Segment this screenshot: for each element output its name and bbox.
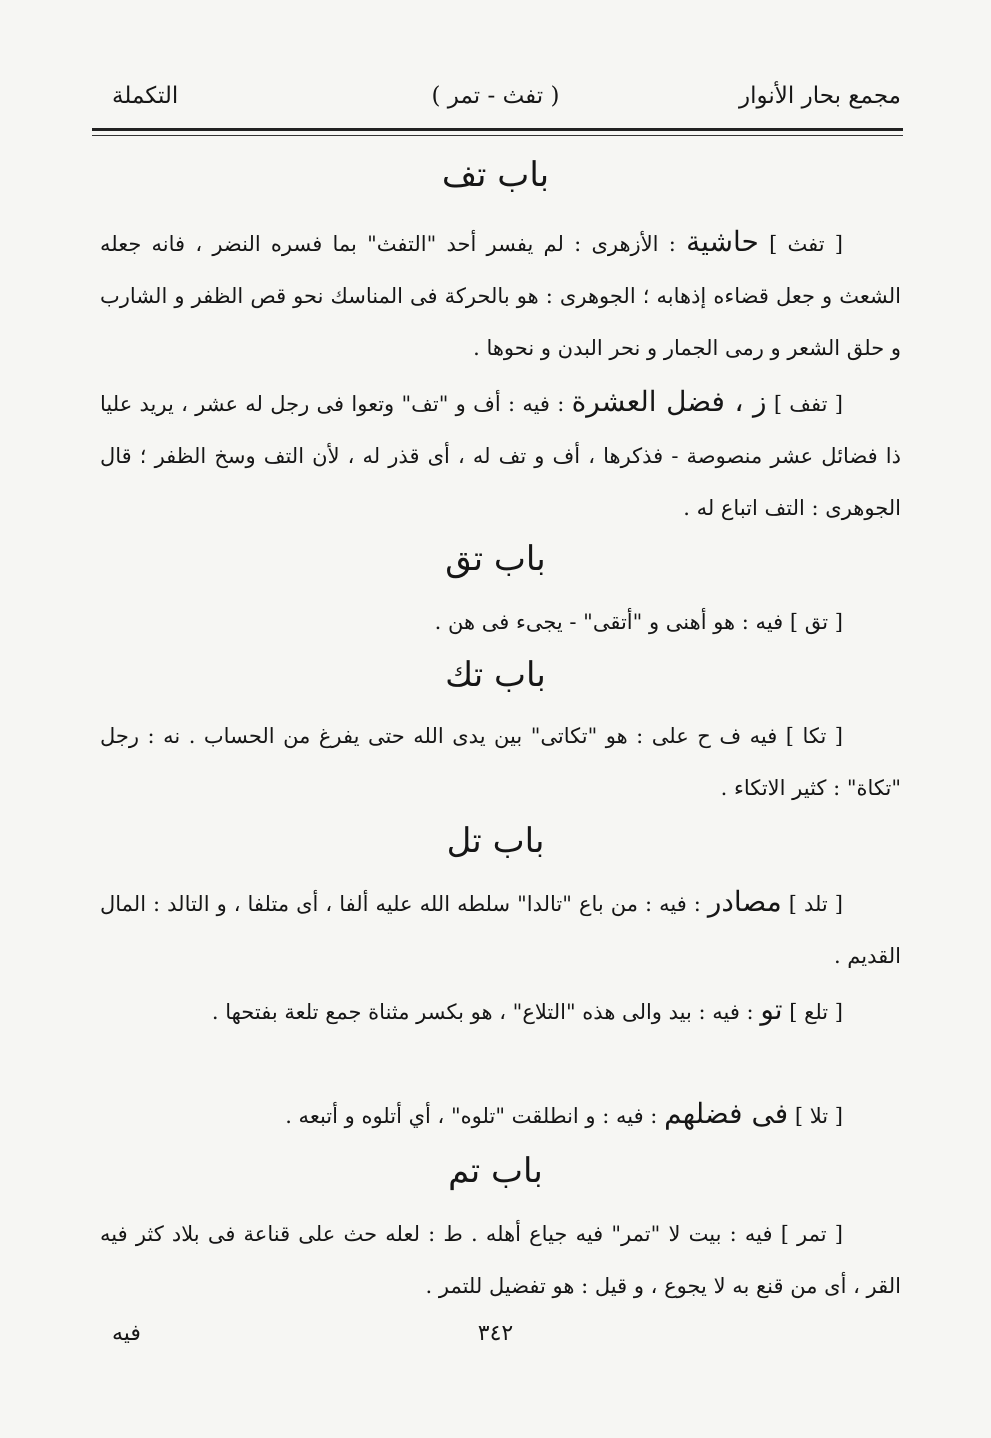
- entry-source: مصادر: [707, 885, 782, 918]
- entry-text: : فيه : بيد والى هذه "التلاع" ، هو بكسر مثناة جمع تلعة بفتحها .: [211, 1000, 754, 1024]
- entry-text: : فيه : و انطلقت "تلوه" ، أي أتلوه و أتبعه .: [285, 1104, 658, 1128]
- chapter-heading: باب تل: [446, 821, 545, 861]
- entry-headword: [ تلا ]: [794, 1104, 843, 1128]
- running-header-section: التكملة: [112, 83, 179, 109]
- header-rule-thin: [92, 135, 903, 136]
- dictionary-entry: [100, 1208, 901, 1312]
- dictionary-entry: [100, 216, 901, 374]
- header-rule-thick: [92, 128, 903, 131]
- page-number: ٣٤٢: [477, 1321, 514, 1346]
- entry-text: فيه : هو أهنى و "أتقى" - يجىء فى هن .: [434, 610, 784, 634]
- entry-headword: [ تمر ]: [780, 1222, 844, 1246]
- dictionary-entry: [100, 376, 901, 534]
- entry-source: ز ، فضل العشرة: [571, 385, 767, 418]
- entry-text: : الأزهرى : لم يفسر أحد "التفث" بما فسره النضر ، فانه جعله الشعث و جعل قضاءه إذهابه ؛ الجوهرى : هو بالحركة فى المناسك نحو قص الظفر و الشارب و حلق الشعر و رمى الجمار و نحر البدن و نحوها .: [100, 232, 901, 360]
- entry-text: : فيه : من باع "تالدا" سلطه الله عليه ألفا ، أى متلفا ، و التالد : المال القديم .: [100, 892, 901, 968]
- entry-headword: [ تفف ]: [773, 392, 843, 416]
- dictionary-entry: [100, 596, 901, 648]
- entry-headword: [ تفث ]: [769, 232, 843, 256]
- dictionary-entry: [100, 876, 901, 982]
- entry-headword: [ تلع ]: [789, 1000, 843, 1024]
- entry-text: : فيه : أف و "تف" وتعوا فى رجل له عشر ، يريد عليا ذا فضائل عشر منصوصة - فذكرها ، أف و تف له ، أى قذر له ، لأن التف وسخ الظفر ؛ قال الجوهرى : التف اتباع له .: [100, 392, 901, 520]
- entry-source: تو: [760, 993, 783, 1026]
- dictionary-entry: [100, 1088, 901, 1142]
- chapter-heading: باب تك: [445, 655, 546, 695]
- chapter-heading: باب تق: [445, 539, 546, 579]
- entry-headword: [ تلد ]: [788, 892, 843, 916]
- chapter-heading: باب تف: [441, 155, 550, 195]
- dictionary-entry: [100, 984, 901, 1038]
- entry-text: فيه : بيت لا "تمر" فيه جياع أهله . ط : لعله حث على قناعة فى بلاد كثر فيه القر ، أى من قنع به لا يجوع ، و قيل : هو تفضيل للتمر .: [100, 1222, 901, 1298]
- running-header-book-title: مجمع بحار الأنوار: [739, 83, 901, 109]
- catchword: فيه: [112, 1321, 141, 1346]
- entry-headword: [ تكا ]: [785, 724, 843, 748]
- entry-text: فيه ف ح على : هو "تكاتى" بين يدى الله حتى يفرغ من الحساب . نه : رجل "تكاة" : كثير الاتكاء .: [100, 724, 901, 800]
- running-header-root-range: ( تفث - تمر ): [431, 83, 560, 109]
- chapter-heading: باب تم: [448, 1151, 543, 1191]
- entry-source: فى فضلهم: [664, 1097, 789, 1130]
- dictionary-entry: [100, 710, 901, 814]
- entry-headword: [ تق ]: [789, 610, 843, 634]
- entry-source: حاشية: [686, 225, 759, 258]
